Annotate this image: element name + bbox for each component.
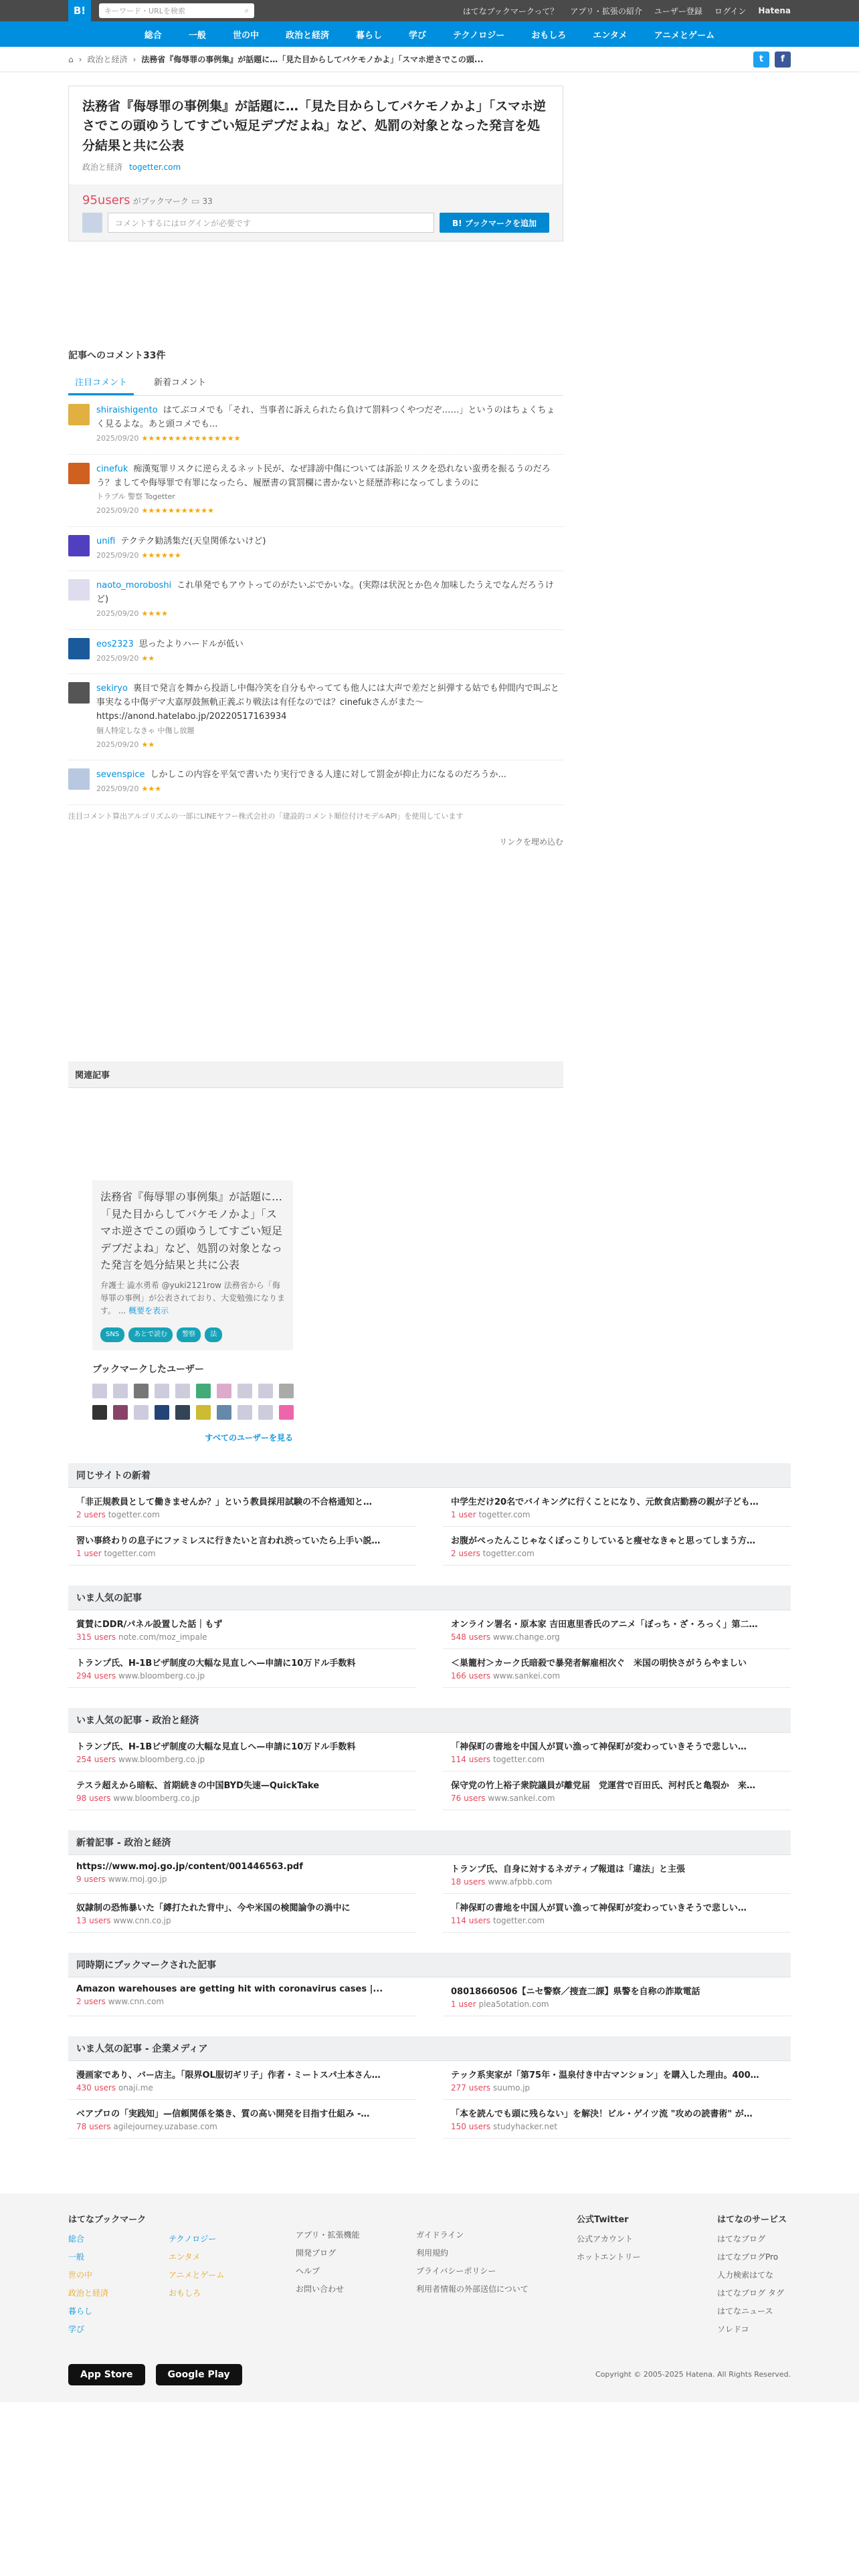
list-item[interactable]: 「神保町の書地を中国人が買い漁って神保町が変わっていきそうで悲しい… 114 users togetter.com [443, 1733, 791, 1772]
list-item[interactable]: 習い事終わりの息子にファミレスに行きたいと言われ渋っていたら上手い説… 1 user togetter.com [68, 1527, 416, 1566]
list-item[interactable]: 漫画家であり、バー店主。「限界OL服切ギリ子」作者・ミートスパ土本さん… 430 users onaji.me [68, 2061, 416, 2100]
list-item[interactable]: テスラ超えから暗転、首期続きの中国BYD失速—QuickTake 98 users www.bloomberg.co.jp [68, 1772, 416, 1810]
list-item[interactable]: ＜巣籠村＞カーク氏暗殺で暴発者解雇相次ぐ 米国の明快さがうらやましい 166 users www.sankei.com [443, 1649, 791, 1688]
comment-input[interactable]: コメントするにはログインが必要です [108, 213, 434, 233]
user-avatar-grid [92, 1384, 293, 1420]
show-summary-link[interactable]: 概要を表示 [128, 1306, 169, 1316]
comment-item: shiraishigento はてぶコメでも「それ、当事者に訴えられたら負けて罰料つくやつだぞ……」というのはちょくちょく見るよな。あと頭コメでも... 2025/09/20 ★★★★★★★★★★★★★★★ [68, 396, 563, 454]
app-store-button[interactable]: App Store [68, 2364, 145, 2385]
list-item[interactable]: オンライン署名・原本家 吉田恵里香氏のアニメ「ぼっち・ざ・ろっく」第二… 548 users www.change.org [443, 1610, 791, 1649]
avatar[interactable] [237, 1384, 252, 1398]
avatar[interactable] [68, 768, 90, 790]
footer-link[interactable]: 利用者情報の外部送信について [416, 2284, 529, 2294]
footer-link[interactable]: 学び [68, 2324, 85, 2334]
nav-apps[interactable]: アプリ・拡張の紹介 [570, 6, 642, 16]
comment-icon: ▭ [191, 197, 200, 207]
footer-link[interactable]: ホットエントリー [577, 2252, 641, 2262]
footer-link[interactable]: 公式アカウント [577, 2234, 633, 2244]
cat-it[interactable]: テクノロジー [453, 30, 505, 41]
list-item[interactable]: 中学生だけ20名でバイキングに行くことになり、元飲食店勤務の親が子ども… 1 user togetter.com [443, 1488, 791, 1527]
footer-link[interactable]: エンタメ [169, 2252, 201, 2262]
all-users-link[interactable]: すべてのユーザーを見る [205, 1432, 293, 1442]
avatar[interactable] [92, 1384, 107, 1398]
avatar[interactable] [113, 1405, 128, 1420]
avatar[interactable] [134, 1384, 149, 1398]
top-bar [0, 0, 859, 21]
footer-link[interactable]: はてなニュース [717, 2306, 773, 2316]
footer-link[interactable]: はてなブログ [717, 2234, 766, 2244]
comment-item: unifi テクテク勧誘集だ(天皇関係ないけど) 2025/09/20 ★★★★★★ [68, 527, 563, 572]
related-header: 関連記事 [68, 1061, 563, 1088]
footer-link[interactable]: ソレドコ [717, 2324, 749, 2334]
avatar[interactable] [258, 1384, 273, 1398]
side-summary: 法務省『侮辱罪の事例集』が話題に…「見た目からしてバケモノかよ」「スマホ逆さでこの頭ゆうしてすごい短足デブだよね」など、処罰の対象となった発言を処分結果と共に公表 弁護士 澁水勇希 @yuki2121row 法務省から「侮辱罪の事例」が公表されており、大変勉強になります。 ... 概要を表示 SNS あとで読む 警察 法 [92, 1180, 293, 1350]
tab-popular[interactable]: 注目コメント [68, 370, 134, 395]
entry-source[interactable]: togetter.com [129, 162, 181, 172]
comment-algorithm-note: 注目コメント算出アルゴリズムの一部にLINEヤフー株式会社の「建設的コメント順位付けモデルAPI」を使用しています [68, 812, 464, 821]
search-input[interactable]: キーワード・URLを検索 ⌕ [99, 3, 254, 18]
google-play-button[interactable]: Google Play [156, 2364, 242, 2385]
footer: はてなブックマーク 総合 テクノロジー 一般 エンタメ 世の中 アニメとゲーム 政治と経済 おもしろ 暮らし 学び アプリ・拡張機能 開発ブログ ヘルプ お問い合わせ ガイドライン 利用規約 プライバシーポリシー 利用者情報の外部送信について 公式Twitter 公式アカウント ホットエントリー はてなのサービス はてなブログ はてなブログPro 人力検索はてな はてなブログ タグ はてなニュース ソレドコ App Store Google Play Copyright © 2005-2025 Hatena. All Rights Reserved. [0, 2193, 859, 2402]
block-same-site: 同じサイトの新着 「非正規教員として働きませんか？」という教員採用試験の不合格通知と… 2 users togetter.com 中学生だけ20名でバイキングに行くことになり、元飲食店勤務の親が子ども… 1 user togetter.com 習い事終わりの息子にファミレスに行きたいと言われ渋っていたら上手い説… 1 user togetter.com お腹がぺったんこじゃなくぽっこりしていると痩せなきゃと思ってしまう方… 2 users togetter.com [68, 1463, 791, 1566]
cat-life[interactable]: 暮らし [355, 30, 382, 41]
list-item[interactable]: トランプ氏、H-1Bビザ制度の大幅な見直しへ—申請に10万ドル手数料 294 users www.bloomberg.co.jp [68, 1649, 416, 1688]
entry-category[interactable]: 政治と経済 [82, 163, 123, 173]
list-item[interactable]: 保守党の竹上裕子衆院議員が離党届 党運営で百田氏、河村氏と亀裂か 来… 76 users www.sankei.com [443, 1772, 791, 1810]
avatar[interactable] [155, 1405, 169, 1420]
avatar[interactable] [68, 404, 90, 425]
avatar[interactable] [68, 463, 90, 484]
footer-link[interactable]: テクノロジー [169, 2234, 217, 2244]
cat-knowledge[interactable]: 学び [408, 30, 426, 41]
entry-title[interactable]: 法務省『侮辱罪の事例集』が話題に…「見た目からしてバケモノかよ」「スマホ逆さでこの頭ゆうしてすごい短足デブだよね」など、処罰の対象となった発言を処分結果と共に公表 [82, 99, 546, 153]
crumb-category[interactable]: 政治と経済 [87, 55, 128, 64]
tab-recent[interactable]: 新着コメント [154, 378, 207, 389]
avatar[interactable] [237, 1405, 252, 1420]
nav-about[interactable]: はてなブックマークって？ [462, 6, 559, 16]
block-corporate-media: いま人気の記事 - 企業メディア 漫画家であり、バー店主。「限界OL服切ギリ子」作者・ミートスパ土本さん… 430 users onaji.me テック系実家が「第75年・温泉付き中古マンション」を購入した理由。400… 277 users suumo.jp ベアプロの「実践知」—信頼関係を築き、質の高い開発を目指す仕組み -… 78 users agilejourney.uzabase.com 「本を読んでも頭に残らない」を解決！ビル・ゲイツ流 "攻めの読書術" が… 150 users studyhacker.net [68, 2036, 791, 2139]
avatar[interactable] [68, 638, 90, 659]
block-popular: いま人気の記事 賞賛にDDR/パネル設置した話｜もず 315 users note.com/moz_impale オンライン署名・原本家 吉田恵里香氏のアニメ「ぼっち・ざ・ろっく」第二… 548 users www.change.org トランプ氏、H-1Bビザ制度の大幅な見直しへ—申請に10万ドル手数料 294 users www.bloomberg.co.jp ＜巣籠村＞カーク氏暗殺で暴発者解雇相次ぐ 米国の明快さがうらやましい 166 users www.sankei.com [68, 1586, 791, 1688]
tag-law[interactable]: 法 [205, 1327, 222, 1342]
footer-link[interactable]: 人力検索はてな [717, 2270, 774, 2280]
avatar[interactable] [217, 1384, 231, 1398]
footer-link[interactable]: ガイドライン [416, 2230, 464, 2240]
avatar[interactable] [217, 1405, 231, 1420]
comment-item: cinefuk 痴漢冤罪リスクに逆らえるネット民が、なぜ誹謗中傷については訴訟リスクを恐れない蛮勇を振るうのだろう？ましてや侮辱罪で有罪になったら、履歴書の賞罰欄に書かないと経歴詐称になってしまうのに トラブル 警察 Togetter 2025/09/20 ★★★★★★★★★★★ [68, 455, 563, 527]
comment-item: sevenspice しかしこの内容を平気で書いたり実行できる人達に対して罰金が抑止力になるのだろうか... 2025/09/20 ★★★ [68, 760, 563, 805]
avatar[interactable] [155, 1384, 169, 1398]
block-same-period: 同時期にブックマークされた記事 Amazon warehouses are getting hit with coronavirus cases |... 2 users www.cnn.com 08018660506【ニセ警察／捜査二課】県警を自称の詐欺電話 1 user plea5otation.com [68, 1953, 791, 2016]
nav-hatena[interactable]: Hatena [758, 6, 791, 15]
copyright: Copyright © 2005-2025 Hatena. All Rights Reserved. [595, 2370, 791, 2379]
footer-link[interactable]: 政治と経済 [68, 2288, 109, 2298]
home-icon[interactable]: ⌂ [68, 54, 74, 64]
footer-link[interactable]: 一般 [68, 2252, 85, 2262]
avatar[interactable] [196, 1405, 211, 1420]
footer-link[interactable]: 世の中 [68, 2270, 93, 2280]
crumb-title: 法務省『侮辱罪の事例集』が話題に…「見た目からしてバケモノかよ」「スマホ逆さでこの頭... [141, 55, 484, 64]
avatar[interactable] [279, 1405, 294, 1420]
footer-link[interactable]: 開発ブログ [296, 2248, 337, 2258]
footer-link[interactable]: お問い合わせ [296, 2284, 345, 2294]
avatar[interactable] [68, 535, 90, 556]
avatar[interactable] [113, 1384, 128, 1398]
cat-fun[interactable]: おもしろ [531, 30, 567, 41]
list-item[interactable]: お腹がぺったんこじゃなくぽっこりしていると痩せなきゃと思ってしまう方… 2 users togetter.com [443, 1527, 791, 1566]
avatar[interactable] [92, 1405, 107, 1420]
list-item[interactable]: 奴隷制の恐怖暴いた「縛打たれた背中」、今や米国の検閲論争の渦中に 13 users www.cnn.co.jp [68, 1894, 416, 1933]
block-new-economics: 新着記事 - 政治と経済 https://www.moj.go.jp/content/001446563.pdf 9 users www.moj.go.jp トランプ氏、自身に対するネガティブ報道は「違法」と主張 18 users www.afpbb.com 奴隷制の恐怖暴いた「縛打たれた背中」、今や米国の検閲論争の渦中に 13 users www.cnn.co.jp 「神保町の書地を中国人が買い漁って神保町が変わっていきそうで悲しい… 114 users togetter.com [68, 1830, 791, 1933]
footer-link[interactable]: ヘルプ [296, 2266, 320, 2276]
comment-item: sekiryo 裏目で発言を舞から投語し中傷冷笑を自分もやってても他人には大声で差だと糾弾する姑でも仲間内で叫ぶと事実なる中傷デマ大嘉厚鼓無軌正義ぶり戦法は有任なのでは？cinefukさんがまた〜 https://anond.hatelabo.jp/20220517163934 個人特定しなきゃ 中傷し放題 2025/09/20 ★★ [68, 674, 563, 760]
breadcrumb: ⌂ › 政治と経済 › 法務省『侮辱罪の事例集』が話題に…「見た目からしてバケモノかよ」「スマホ逆さでこの頭... t f [0, 47, 859, 72]
avatar[interactable] [68, 682, 90, 704]
tag-later[interactable]: あとで読む [128, 1327, 173, 1342]
cat-general[interactable]: 一般 [188, 30, 206, 41]
search-icon[interactable]: ⌕ [244, 6, 249, 15]
facebook-share-icon[interactable]: f [775, 51, 791, 68]
avatar[interactable] [134, 1405, 149, 1420]
list-item[interactable]: トランプ氏、H-1Bビザ制度の大幅な見直しへ—申請に10万ドル手数料 254 users www.bloomberg.co.jp [68, 1733, 416, 1772]
avatar[interactable] [175, 1405, 190, 1420]
list-item[interactable]: 08018660506【ニセ警察／捜査二課】県警を自称の詐欺電話 1 user plea5otation.com [443, 1977, 791, 2016]
entry-card: 法務省『侮辱罪の事例集』が話題に…「見た目からしてバケモノかよ」「スマホ逆さでこの頭ゆうしてすごい短足デブだよね」など、処罰の対象となった発言を処分結果と共に公表 政治と経済 togetter.com 95users がブックマーク ▭ 33 コメントするにはログインが必要です B! ブックマークを追加 [68, 86, 563, 241]
twitter-share-icon[interactable]: t [753, 51, 769, 68]
footer-link[interactable]: 利用規約 [416, 2248, 449, 2258]
add-bookmark-button[interactable]: B! ブックマークを追加 [440, 213, 549, 233]
nav-register[interactable]: ユーザー登録 [654, 6, 702, 16]
footer-link[interactable]: はてなブログPro [717, 2252, 779, 2262]
comments-header: 記事へのコメント33件 [68, 350, 166, 362]
tag-police[interactable]: 警察 [177, 1327, 201, 1342]
hatena-bookmark-logo[interactable]: B! [68, 0, 91, 21]
list-item[interactable]: 賞賛にDDR/パネル設置した話｜もず 315 users note.com/moz_impale [68, 1610, 416, 1649]
list-item[interactable]: 「本を読んでも頭に残らない」を解決！ビル・ゲイツ流 "攻めの読書術" が… 150 users studyhacker.net [443, 2100, 791, 2139]
cat-all[interactable]: 総合 [144, 30, 162, 41]
footer-link[interactable]: アニメとゲーム [169, 2270, 225, 2280]
category-bar [0, 21, 859, 47]
avatar[interactable] [258, 1405, 273, 1420]
block-popular-economics: いま人気の記事 - 政治と経済 トランプ氏、H-1Bビザ制度の大幅な見直しへ—申請に10万ドル手数料 254 users www.bloomberg.co.jp 「神保町の書地を中国人が買い漁って神保町が変わっていきそうで悲しい… 114 users togetter.com テスラ超えから暗転、首期続きの中国BYD失速—QuickTake 98 users www.bloomberg.co.jp 保守党の竹上裕子衆院議員が離党届 党運営で百田氏、河村氏と亀裂か 来… 76 users www.sankei.com [68, 1708, 791, 1810]
side-title[interactable]: 法務省『侮辱罪の事例集』が話題に…「見た目からしてバケモノかよ」「スマホ逆さでこの頭ゆうしてすごい短足デブだよね」など、処罰の対象となった発言を処分結果と共に公表 [100, 1190, 283, 1272]
nav-login[interactable]: ログイン [714, 6, 747, 16]
avatar[interactable] [68, 579, 90, 601]
list-item[interactable]: トランプ氏、自身に対するネガティブ報道は「違法」と主張 18 users www.afpbb.com [443, 1855, 791, 1894]
footer-link[interactable]: アプリ・拡張機能 [296, 2230, 360, 2240]
avatar [82, 213, 102, 233]
cat-social[interactable]: 世の中 [232, 30, 259, 41]
comment-item: naoto_moroboshi これ単発でもアウトってのがたいぶでかいな。(実際は状況とか色々加味したうえでなんだろうけど) 2025/09/20 ★★★★ [68, 571, 563, 629]
bookmark-users[interactable]: 95users [82, 193, 130, 208]
cat-game[interactable]: アニメとゲーム [654, 30, 715, 41]
footer-link[interactable]: 暮らし [68, 2306, 93, 2316]
list-item[interactable]: 「非正規教員として働きませんか？」という教員採用試験の不合格通知と… 2 users togetter.com [68, 1488, 416, 1527]
list-item[interactable]: テック系実家が「第75年・温泉付き中古マンション」を購入した理由。400… 277 users suumo.jp [443, 2061, 791, 2100]
footer-link[interactable]: プライバシーポリシー [416, 2266, 496, 2276]
cat-entertainment[interactable]: エンタメ [593, 30, 628, 41]
cat-economics[interactable]: 政治と経済 [285, 30, 329, 41]
bookmark-users-header: ブックマークしたユーザー [92, 1364, 205, 1375]
comment-item: eos2323 思ったよりハードルが低い 2025/09/20 ★★ [68, 630, 563, 675]
list-item[interactable]: ベアプロの「実践知」—信頼関係を築き、質の高い開発を目指す仕組み -… 78 users agilejourney.uzabase.com [68, 2100, 416, 2139]
avatar[interactable] [175, 1384, 190, 1398]
list-item[interactable]: Amazon warehouses are getting hit with coronavirus cases |... 2 users www.cnn.com [68, 1977, 416, 2016]
avatar[interactable] [196, 1384, 211, 1398]
list-item[interactable]: 「神保町の書地を中国人が買い漁って神保町が変わっていきそうで悲しい… 114 users togetter.com [443, 1894, 791, 1933]
tag-sns[interactable]: SNS [100, 1327, 124, 1342]
list-item[interactable]: https://www.moj.go.jp/content/001446563.pdf 9 users www.moj.go.jp [68, 1855, 416, 1894]
avatar[interactable] [279, 1384, 294, 1398]
embed-link[interactable]: リンクを埋め込む [499, 837, 563, 847]
footer-link[interactable]: おもしろ [169, 2288, 201, 2298]
footer-link[interactable]: はてなブログ タグ [717, 2288, 784, 2298]
footer-link[interactable]: 総合 [68, 2234, 85, 2244]
